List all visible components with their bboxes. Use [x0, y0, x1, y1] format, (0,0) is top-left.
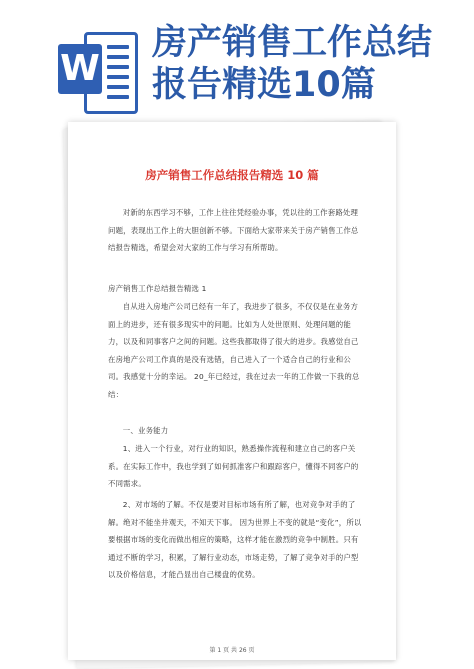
banner-title: 房产销售工作总结报告精选10篇: [152, 23, 433, 105]
body-paragraph-1: 自从进入房地产公司已经有一年了，我进步了很多，不仅仅是在业务方面上的进步，还有很多现实中的问题。比如为人处世原则、处理问题的能力，以及和同事客户之间的问题。这些我都取得了很大的进步。我感觉自己在房地产公司工作真的是没有选错，自己进入了一个适合自己的行业和公司。我感觉十分的幸运。 20_年已经过，我在过去一年的工作做一下我的总结：: [108, 302, 360, 399]
section-heading: 房产销售工作总结报告精选 1: [108, 284, 207, 293]
item-paragraph-1: 1、进入一个行业，对行业的知识，熟悉操作流程和建立自己的客户关系。在实际工作中，我也学到了如何抓准客户和跟踪客户，懂得不同客户的不同需求。: [108, 444, 359, 488]
icon-line: [107, 85, 129, 89]
subheading-business: 一、业务能力: [122, 426, 169, 435]
page-footer: 第 1 页 共 26 页: [209, 647, 255, 654]
item-paragraph-2: 2、对市场的了解。不仅是要对目标市场有所了解，也对竞争对手的了解。绝对不能坐井观天，不知天下事。 因为世界上不变的就是“变化”，所以要根据市场的变化而做出相应的策略，这样才能在激烈的竞争中制胜。只有通过不断的学习，积累，了解行业动态，市场走势，了解了竞争对手的户型以及价格信息，才能凸显出自己楼盘的优势。: [108, 500, 362, 579]
icon-line: [107, 45, 129, 49]
word-document-icon: [58, 28, 136, 114]
icon-line: [107, 65, 129, 69]
word-letter-badge: W: [58, 44, 102, 94]
icon-line: [107, 75, 129, 79]
icon-line: [107, 55, 129, 59]
header-banner: [0, 0, 474, 132]
document-page: [68, 122, 396, 660]
intro-paragraph: 对新的东西学习不够，工作上往往凭经验办事，凭以往的工作套路处理问题，表现出工作上的大胆创新不够。下面给大家带来关于房产销售工作总结报告精选，希望会对大家的工作与学习有所帮助。: [108, 208, 359, 252]
icon-line: [107, 95, 129, 99]
document-title: 房产销售工作总结报告精选 10 篇: [145, 168, 319, 182]
